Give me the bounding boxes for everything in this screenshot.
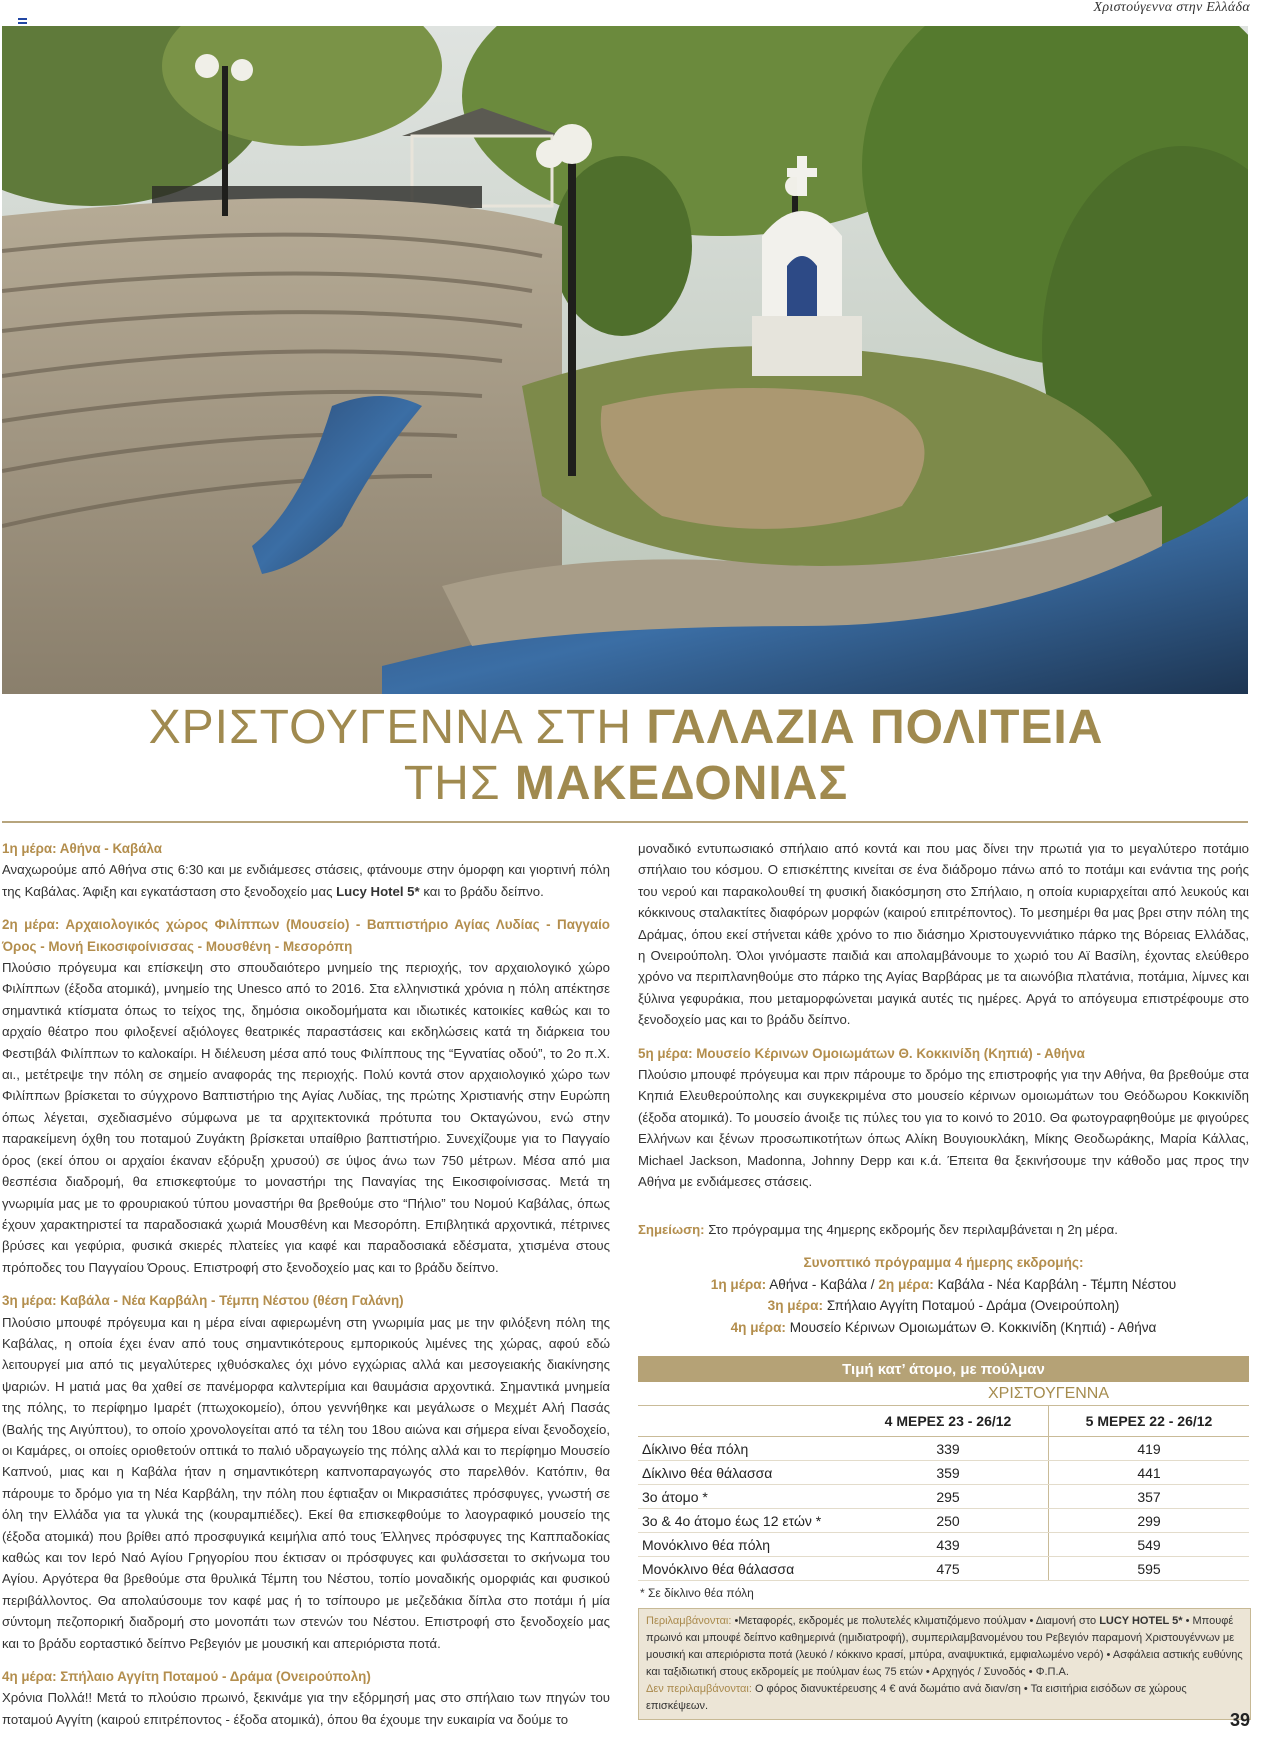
hero-photo — [2, 26, 1248, 694]
table-row — [638, 1533, 1249, 1557]
running-head: Χριστούγεννα στην Ελλάδα — [1093, 0, 1250, 15]
note-label: Σημείωση: — [638, 1221, 705, 1237]
program-note — [638, 1219, 1249, 1240]
day5-heading: 5η μέρα: Μουσείο Κέρινων Ομοιωμάτων Θ. Κοκκινίδη (Κηπιά) - Αθήνα — [638, 1045, 1085, 1061]
excludes-text: Ο φόρος διανυκτέρευσης 4 € ανά δωμάτιο ανά διαν/ση • Τα εισιτήρια εισόδων σε χώρους επισκέψεων. — [646, 1683, 1187, 1712]
day1-text — [2, 859, 610, 902]
day4-text-right: μοναδικό εντυπωσιακό σπήλαιο από κοντά και που μας δίνει την πρωτιά για το μεγαλύτερο ποτάμιο σπήλαιο του κόσμου. Ο επισκέπτης κινείται σε ένα διάδρομο πάνω από το ποτάμι και ενάντια της ροής του νερού και παρακολουθεί τη φυσική διακόσμηση στο Σπήλαιο, η οποία κυριαρχείται από λευκούς και κόκκινους σταλακτίτες διαφόρων μορφών (καιρού επιτρέποντος). Το μεσημέρι θα μας βρει στην πόλη της Δράμας, όπου εκεί στήνεται κάθε χρόνο το πιο διάσημο Χριστουγεννιάτικο πάρκο της Βόρειας Ελλάδας, η Ονειρούπολη. Όλοι γινόμαστε παιδιά και απολαμβάνουμε το χωριό του Αϊ Βασίλη, έχοντας ελεύθερο χρόνο να περιπλανηθούμε στο πάρκο της Αγίας Βαρβάρας με τα αιωνόβια πλατάνια, ποτάμια, λίμνες και ξύλινα γεφυράκια, που μεταμορφώνεται μαγικά αυτές τις ημέρες. Αργά το απόγευμα επιστρέφουμε στο ξενοδοχείο μας και το βράδυ δείπνο. — [638, 841, 1249, 1028]
summary-heading: Συνοπτικό πρόγραμμα 4 ήμερης εκδρομής: — [803, 1255, 1084, 1270]
price-table — [638, 1356, 1249, 1581]
includes-paragraph — [646, 1613, 1243, 1681]
price-5-days: 419 — [1049, 1437, 1250, 1461]
note-text: Στο πρόγραμμα της 4ημερης εκδρομής δεν περιλαμβάνεται η 2η μέρα. — [704, 1221, 1118, 1237]
table-row — [638, 1437, 1249, 1461]
room-type: 3ο & 4ο άτομο έως 12 ετών * — [638, 1509, 848, 1533]
table-row — [638, 1485, 1249, 1509]
summary-line-2 — [638, 1295, 1249, 1317]
includes-text-a: •Μεταφορές, εκδρομές με πολυτελές κλιματιζόμενο πούλμαν • Διαμονή στο — [731, 1615, 1100, 1627]
summary-day-2: 2η μέρα: — [878, 1276, 934, 1292]
room-type: Μονόκλινο θέα πόλη — [638, 1533, 848, 1557]
title-line-1 — [0, 700, 1252, 756]
includes-label: Περιλαμβάνονται: — [646, 1615, 732, 1627]
day1-text-a: Αναχωρούμε από Αθήνα στις 6:30 και με ενδιάμεσες στάσεις, φτάνουμε στην όμορφη και γιορτινή πόλη της Καβάλας. Άφιξη και εγκατάσταση στο ξενοδοχείο μας — [2, 862, 610, 899]
day5-text: Πλούσιο μπουφέ πρόγευμα και πριν πάρουμε το δρόμο της επιστροφής για την Αθήνα, θα βρεθούμε στα Κηπιά Ελευθερούπολης και συγκεκριμένα στο μουσείο κέρινων ομοιωμάτων του Θεόδωρου Κοκκινίδη (έξοδα ατομικά). Το μουσείο άνοιξε τις πύλες του για το κοινό το 2010. Θα φωτογραφηθούμε με φιγούρες Ελλήνων και ξένων προσωπικοτήτων όπως Αλίκη Βουγιουκλάκη, Μίκης Θεοδωράκης, Μαρία Κάλλας, Michael Jackson, Madonna, Johnny Depp και κ.ά. Έπειτα θα ξεκινήσουμε την κάθοδο μας προς την Αθήνα με ενδιάμεσες στάσεις. — [638, 1067, 1249, 1190]
summary-text-4: Μουσείο Κέρινων Ομοιωμάτων Θ. Κοκκινίδη (Κηπιά) - Αθήνα — [785, 1319, 1157, 1335]
title-line-2-bold: ΜΑΚΕΔΟΝΙΑΣ — [514, 757, 849, 810]
table-row — [638, 1461, 1249, 1485]
price-5-days: 357 — [1049, 1485, 1250, 1509]
price-4-days: 295 — [848, 1485, 1049, 1509]
room-type: Δίκλινο θέα θάλασσα — [638, 1461, 848, 1485]
page-title — [0, 700, 1252, 812]
price-4-days: 439 — [848, 1533, 1049, 1557]
title-line-2 — [0, 756, 1252, 812]
summary-line-3 — [638, 1317, 1249, 1339]
day4-text-left: Χρόνια Πολλά!! Μετά το πλούσιο πρωινό, ξεκινάμε για την εξόρμησή μας στο σπήλαιο των πηγών του ποταμού Αγγίτη (καιρού επιτρέποντος - έξοδα ατομικά), όπου θα έχουμε την ευκαιρία να δούμε το — [2, 1690, 610, 1727]
day2-heading: 2η μέρα: Αρχαιολογικός χώρος Φιλίππων (Μουσείο) - Βαπτιστήριο Αγίας Λυδίας - Παγγαίο Όρος - Μονή Εικοσιφοίνισσας - Μουσθένη - Μεσορόπη — [2, 917, 610, 954]
summary-program — [638, 1252, 1249, 1338]
summary-text-2: Καβάλα - Νέα Καρβάλη - Τέμπη Νέστου — [933, 1276, 1177, 1292]
price-5-days: 299 — [1049, 1509, 1250, 1533]
column-header-5-days: 5 ΜΕΡΕΣ 22 - 26/12 — [1049, 1406, 1250, 1437]
includes-hotel: LUCY HOTEL 5* — [1099, 1615, 1183, 1627]
greek-flag-icon — [18, 18, 27, 24]
summary-day-3: 3η μέρα: — [767, 1298, 824, 1314]
summary-line-1 — [638, 1274, 1249, 1296]
price-5-days: 549 — [1049, 1533, 1250, 1557]
excludes-label: Δεν περιλαμβάνονται: — [646, 1683, 752, 1695]
table-row — [638, 1557, 1249, 1581]
price-5-days: 441 — [1049, 1461, 1250, 1485]
price-4-days: 475 — [848, 1557, 1049, 1581]
price-5-days: 595 — [1049, 1557, 1250, 1581]
day3-text: Πλούσιο μπουφέ πρόγευμα και η μέρα είναι αφιερωμένη στη γνωριμία μας με την φιλόξενη πόλη της Καβάλας, η οποία έχει έναν από τους σημαντικότερους εμπορικούς λιμένες της χώρας, αφού εδώ λειτουργεί μια από τις μεγαλύτερες ιχθυόσκαλες όχι μόνο εγχώριας αλλά και μεσογειακής διακίνησης ψαριών. Η ματιά μας θα χαθεί σε πανέμορφα καλντερίμια και θαυμάσια αρχοντικά. Σημαντικά μνημεία της πόλης, το περίφημο Ιμαρέτ (πτωχοκομείο), όπου γεννήθηκε και μεγάλωσε ο Μεχμέτ Αλή Πασάς (Βαλής της Αιγύπτου), το οποίο χρονολογείται από τα τέλη του 18ου αιώνα και σήμερα είναι ξενοδοχείο, οι Καμάρες, οι οποίες οριοθετούν οπτικά το παλιό υδραγωγείο της πόλης αλλά και το περίφημο Μουσείο Καπνού, μιας και η Καβάλα ήταν η σημαντικότερη καπνοπαραγωγός στο παρελθόν. Κατόπιν, θα πάρουμε το δρόμο για τη Νέα Καρβάλη, την πόλη που έφτιαξαν οι Μικρασιάτες πρόσφυγες, γνωστή σε όλη την Ελλάδα για τα γλυκά της (κουραμπιέδες). Εκεί θα επισκεφθούμε το λαογραφικό μουσείο της (έξοδα ατομικά) που βρίθει από προσφυγικά κειμήλια από τους Έλληνες πρόσφυγες της Καππαδοκίας καθώς και τον Ιερό Ναό Αγίου Γρηγορίου που έκτισαν οι πρόσφυγες και φυλάσσεται το σκήνωμα του Αγίου. Αργότερα θα βρεθούμε στα θρυλικά Τέμπη του Νέστου, τοπίο μοναδικής ομορφιάς και φυσικού περιβάλλοντος. Θα απολαύσουμε τον καφέ μας ή το τσίπουρο με μεζεδάκια δίπλα στο ποτάμι ή μία σύντομη πεζοπορική διαδρομή στο μονοπάτι των στενών του Νέστου. Επιστροφή στο ξενοδοχείο μας και το βράδυ εορταστικό δείπνο Ρεβεγιόν με μουσική και απεριόριστα ποτά. — [2, 1314, 610, 1651]
price-footnote: * Σε δίκλινο θέα πόλη — [640, 1586, 754, 1600]
summary-text-3: Σπήλαιο Αγγίτη Ποταμού - Δράμα (Ονειρούπολη) — [823, 1298, 1120, 1314]
title-line-2-light: ΤΗΣ — [403, 757, 515, 810]
room-type: 3ο άτομο * — [638, 1485, 848, 1509]
price-table-season: ΧΡΙΣΤΟΥΓΕΝΝΑ — [848, 1382, 1249, 1406]
room-type: Μονόκλινο θέα θάλασσα — [638, 1557, 848, 1581]
price-4-days: 339 — [848, 1437, 1049, 1461]
day1-heading: 1η μέρα: Αθήνα - Καβάλα — [2, 841, 162, 856]
title-divider — [2, 821, 1248, 823]
day4-heading: 4η μέρα: Σπήλαιο Αγγίτη Ποταμού - Δράμα (Ονειρούπολη) — [2, 1669, 371, 1685]
price-4-days: 250 — [848, 1509, 1049, 1533]
day1-hotel: Lucy Hotel 5* — [336, 883, 420, 899]
itinerary-right-column — [638, 838, 1249, 1252]
summary-day-1: 1η μέρα: — [710, 1276, 767, 1292]
day3-heading: 3η μέρα: Καβάλα - Νέα Καρβάλη - Τέμπη Νέστου (θέση Γαλάνη) — [2, 1293, 404, 1309]
title-line-1-light: ΧΡΙΣΤΟΥΓΕΝΝΑ ΣΤΗ — [148, 701, 647, 754]
price-4-days: 359 — [848, 1461, 1049, 1485]
summary-day-4: 4η μέρα: — [730, 1319, 786, 1335]
page-number: 39 — [1229, 1710, 1250, 1730]
room-type: Δίκλινο θέα πόλη — [638, 1437, 848, 1461]
price-table-title: Τιμή κατ’ άτομο, με πούλμαν — [638, 1356, 1249, 1382]
day2-text: Πλούσιο πρόγευμα και επίσκεψη στο σπουδαιότερο μνημείο της περιοχής, τον αρχαιολογικό χώρο Φιλίππων (έξοδα ατομικά), μνημείο της Unesco από το 2016. Στα ελληνιστικά χρόνια η πόλη απέκτησε σημαντικά κτίσματα όπως το τείχος της, δημόσια οικοδομήματα και ιδιωτικές κατοικίες καθώς και το αρχαίο θέατρο που φιλοξενεί αξιόλογες θεατρικές παραστάσεις και εκδηλώσεις κατά τη διάρκεια του Φεστιβάλ Φιλίππων το καλοκαίρι. Η διέλευση μέσα από τους Φιλίππους της “Εγνατίας οδού”, το 2ο π.Χ. αι., μετέτρεψε την πόλη σε σημείο αναφοράς της περιοχής. Πολύ κοντά στον αρχαιολογικό χώρο των Φιλίππων βρίσκεται το σύγχρονο Βαπτιστήριο της Αγίας Λυδίας, της πρώτης Χριστιανής στην Ευρώπη όπως λέγεται, σχεδιασμένο σύμφωνα με τα αρχιτεκτονικά πρότυπα του Οκταγώνου, ενώ στην παρακείμενη όχθη του ποταμού Ζυγάκτη βρίσκεται υπαίθριο βαπτιστήριο. Συνεχίζουμε για το Παγγαίο όρος (εκεί όπου οι αρχαίοι έκαναν εξόρυξη χρυσού) σε ύψος άνω των 750 μέτρων. Μέσα από μια θεσπέσια διαδρομή, θα επισκεφτούμε το μοναστήρι της Παναγίας της Εικοσιφοίνισσας. Μετά τη γνωριμία μας με το φρουριακού τύπου μοναστήρι θα βρεθούμε στο “Πήλιο” του Νομού Καβάλας, όπως έχουν χαρακτηριστεί τα παραδοσιακά χωριά Μουσθένη και Μεσορόπη. Επιβλητικά αρχοντικά, πέτρινες βρύσες και γεφύρια, φυσικά σκιερές πλατείες για καφέ και παραδοσιακά εδέσματα, χτισμένα στους πρόποδες του Παγγαίου Όρους. Επιστροφή στο ξενοδοχείο μας και το βράδυ δείπνο. — [2, 960, 610, 1275]
includes-text-b: • Μπουφέ πρωινό και μπουφέ δείπνο καθημερινά (ημιδιατροφή), συμπεριλαμβανομένου του Ρεβεγιόν παραμονή Χριστουγέννων με μουσική και απεριόριστα ποτά (λευκό / κόκκινο κρασί, μπύρα, αναψυκτικά, εμφιαλωμένο νερό) • Ασφάλεια αστικής ευθύνης και ταξιδιωτική στους εκδρομείς με πούλμαν έως 75 ετών • Αρχηγός / Συνοδός • Φ.Π.Α. — [646, 1615, 1243, 1678]
day1-text-b: και το βράδυ δείπνο. — [419, 883, 544, 899]
column-header-4-days: 4 ΜΕΡΕΣ 23 - 26/12 — [848, 1406, 1049, 1437]
table-row — [638, 1509, 1249, 1533]
summary-text-1: Αθήνα - Καβάλα / — [766, 1276, 879, 1292]
includes-box — [638, 1608, 1251, 1720]
itinerary-left-column — [2, 838, 610, 1742]
excludes-paragraph — [646, 1681, 1243, 1715]
title-line-1-bold: ΓΑΛΑΖΙΑ ΠΟΛΙΤΕΙΑ — [646, 701, 1104, 754]
